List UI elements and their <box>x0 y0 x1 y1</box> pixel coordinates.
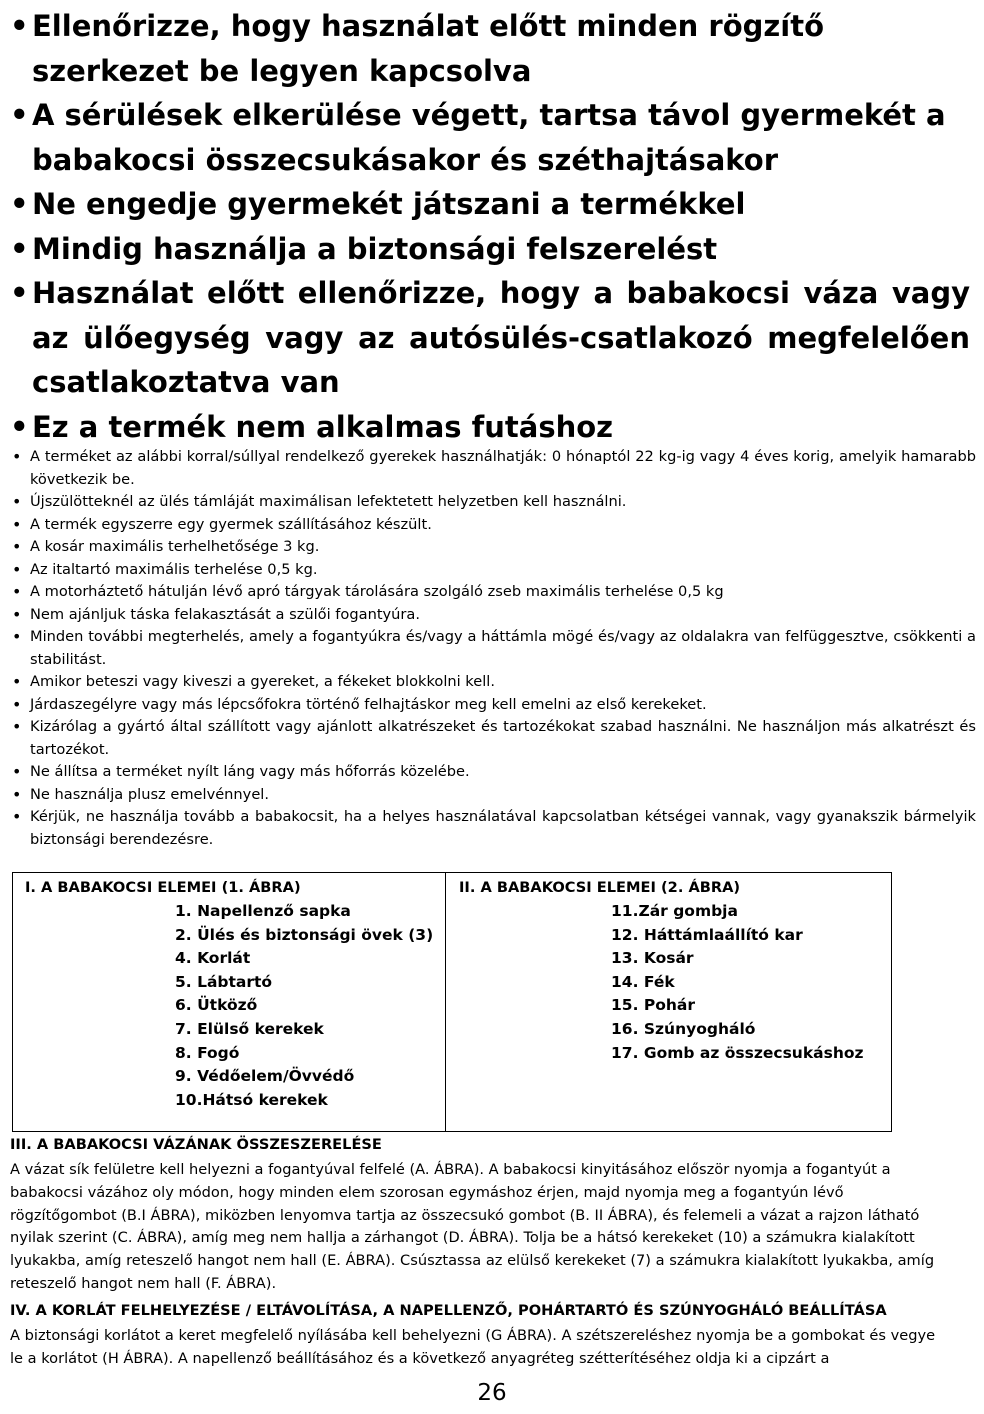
part-item: 17. Gomb az összecsukáshoz <box>611 1043 864 1062</box>
parts-table <box>12 872 892 1132</box>
large-warning-item: • A sérülések elkerülése végett, tartsa távol gyermekét a babakocsi összecsukásakor és széthajtásakor <box>10 93 970 182</box>
section-4-heading: IV. A KORLÁT FELHELYEZÉSE / ELTÁVOLÍTÁSA, A NAPELLENZŐ, POHÁRTARTÓ ÉS SZÚNYOGHÁLÓ BEÁLLÍTÁSA <box>10 1302 887 1319</box>
small-warning-item: • A motorháztető hátulján lévő apró tárgyak tárolására szolgáló zseb maximális terhelése 0,5 kg <box>10 581 976 604</box>
parts-table-divider <box>445 873 446 1131</box>
large-warning-item: • Használat előtt ellenőrizze, hogy a babakocsi váza vagy az ülőegység vagy az autósülés-csatlakozó megfelelően csatlakoztatva van <box>10 271 970 405</box>
part-item: 6. Ütköző <box>175 996 258 1015</box>
part-item: 14. Fék <box>611 972 675 991</box>
part-item: 1. Napellenző sapka <box>175 902 351 920</box>
part-item: 7. Elülső kerekek <box>175 1019 324 1038</box>
parts-column-title: II. A BABAKOCSI ELEMEI (2. ÁBRA) <box>459 879 741 896</box>
small-warning-item: • Járdaszegélyre vagy más lépcsőfokra történő felhajtáskor meg kell emelni az első kerekeket. <box>10 694 976 717</box>
parts-list <box>611 900 864 1065</box>
small-warning-item: • Kérjük, ne használja tovább a babakocsit, ha a helyes használatával kapcsolatban kétségei vannak, vagy gyanakszik bármelyik biztonsági berendezésre. <box>10 806 976 851</box>
section-3-body: A vázat sík felületre kell helyezni a fogantyúval felfelé (A. ÁBRA). A babakocsi kinyitásához először nyomja a fogantyút a babakocsi vázához oly módon, hogy minden elem szorosan egymáshoz érjen, majd nyomja meg a fogantyún lévő rögzítőgombot (B.I ÁBRA), miközben lenyomva tartja az összecsukó gombot (B. II ÁBRA), és felemeli a vázat a rajzon látható nyilak szerint (C. ÁBRA), amíg meg nem hallja a zárhangot (D. ÁBRA). Tolja be a hátsó kerekeket (10) a számukra kialakított lyukakba, amíg reteszelő hangot nem hall (E. ÁBRA). Csúsztassa az elülső kerekeket (7) a számukra kialakított lyukakba, amíg reteszelő hangot nem hall (F. ÁBRA). <box>10 1161 935 1292</box>
large-warning-item: • Ez a termék nem alkalmas futáshoz <box>10 405 970 450</box>
small-warning-item: • Amikor beteszi vagy kiveszi a gyereket, a fékeket blokkolni kell. <box>10 671 976 694</box>
small-warning-item: • Az italtartó maximális terhelése 0,5 kg. <box>10 559 976 582</box>
small-warning-item: • Minden további megterhelés, amely a fogantyúkra és/vagy a háttámla mögé és/vagy az oldalakra van felfüggesztve, csökkenti a stabilitást. <box>10 626 976 671</box>
large-warning-item: • Mindig használja a biztonsági felszerelést <box>10 227 970 272</box>
small-warning-item: • Újszülötteknél az ülés támláját maximálisan lefektetett helyzetben kell használni. <box>10 491 976 514</box>
part-item: 16. Szúnyogháló <box>611 1019 756 1038</box>
part-item: 4. Korlát <box>175 949 251 968</box>
large-warnings-list <box>10 4 970 449</box>
small-warnings-list <box>10 446 976 851</box>
small-warning-item: • A terméket az alábbi korral/súllyal rendelkező gyerekek használhatják: 0 hónaptól 22 kg-ig vagy 4 éves korig, amelyik hamarabb következik be. <box>10 446 976 491</box>
parts-column-title: I. A BABAKOCSI ELEMEI (1. ÁBRA) <box>25 879 301 896</box>
section-4-body: A biztonsági korlátot a keret megfelelő nyílásába kell behelyezni (G ÁBRA). A szétszereléshez nyomja be a gombokat és vegye le a korlátot (H ÁBRA). A napellenző beállításához és a következő anyagréteg szétterítéséhez oldja ki a cipzárt a <box>10 1327 936 1367</box>
section-3-heading: III. A BABAKOCSI VÁZÁNAK ÖSSZESZERELÉSE <box>10 1136 382 1153</box>
part-item: 15. Pohár <box>611 996 696 1015</box>
large-warning-item: • Ne engedje gyermekét játszani a termékkel <box>10 182 970 227</box>
small-warning-item: • Nem ajánljuk táska felakasztását a szülői fogantyúra. <box>10 604 976 627</box>
part-item: 8. Fogó <box>175 1043 240 1062</box>
part-item: 12. Háttámlaállító kar <box>611 925 803 944</box>
part-item: 10.Hátsó kerekek <box>175 1090 328 1109</box>
part-item: 9. Védőelem/Övvédő <box>175 1067 355 1086</box>
small-warning-item: • Ne használja plusz emelvénnyel. <box>10 784 976 807</box>
small-warning-item: • Ne állítsa a terméket nyílt láng vagy más hőforrás közelébe. <box>10 761 976 784</box>
small-warning-item: • A kosár maximális terhelhetősége 3 kg. <box>10 536 976 559</box>
parts-list <box>175 900 433 1112</box>
part-item: 2. Ülés és biztonsági övek (3) <box>175 925 434 944</box>
part-item: 5. Lábtartó <box>175 972 273 991</box>
part-item: 11.Zár gombja <box>611 902 738 920</box>
small-warning-item: • A termék egyszerre egy gyermek szállításához készült. <box>10 514 976 537</box>
page-number: 26 <box>477 1380 507 1406</box>
small-warning-item: • Kizárólag a gyártó által szállított vagy ajánlott alkatrészeket és tartozékokat szabad használni. Ne használjon más alkatrészt és tartozékot. <box>10 716 976 761</box>
part-item: 13. Kosár <box>611 949 694 968</box>
large-warning-item: • Ellenőrizze, hogy használat előtt minden rögzítő szerkezet be legyen kapcsolva <box>10 4 970 93</box>
